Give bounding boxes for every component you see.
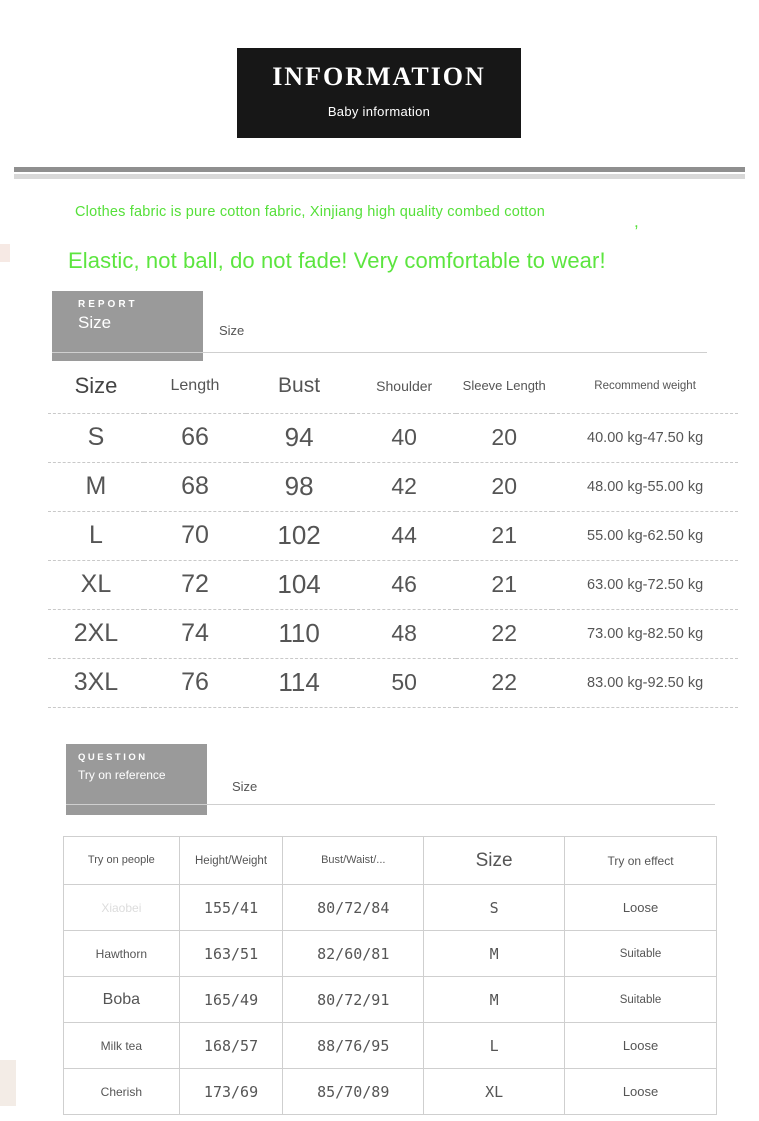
size-cell-weight: 83.00 kg-92.50 kg	[552, 659, 738, 708]
tryon-section-name: Try on reference	[78, 768, 166, 782]
size-cell-shoulder: 44	[352, 512, 456, 561]
size-cell-size: M	[48, 463, 144, 512]
tryon-cell-measurements: 80/72/84	[283, 885, 424, 931]
divider	[14, 167, 745, 179]
tryon-section-kicker: QUESTION	[78, 752, 148, 763]
table-row	[48, 414, 738, 463]
tryon-cell-size: L	[424, 1023, 565, 1069]
size-cell-size: 2XL	[48, 610, 144, 659]
table-row	[48, 610, 738, 659]
size-chart-header-bust: Bust	[278, 374, 321, 397]
tryon-cell-effect: Loose	[565, 1069, 717, 1115]
tryon-reference-table	[63, 836, 717, 1115]
size-cell-shoulder: 40	[352, 414, 456, 463]
table-row	[48, 659, 738, 708]
size-chart-header-shoulder: Shoulder	[376, 378, 433, 394]
divider-bar-dark	[14, 167, 745, 172]
size-cell-weight: 40.00 kg-47.50 kg	[552, 414, 738, 463]
size-cell-sleeve: 22	[456, 610, 552, 659]
table-row	[64, 885, 717, 931]
size-cell-sleeve: 21	[456, 561, 552, 610]
fabric-description-comma: ,	[634, 212, 639, 231]
size-chart-table	[48, 372, 738, 708]
tryon-cell-measurements: 80/72/91	[283, 977, 424, 1023]
size-cell-length: 70	[144, 512, 246, 561]
tryon-header-person: Try on people	[64, 837, 180, 885]
size-cell-bust: 94	[246, 414, 352, 463]
tryon-header-row	[64, 837, 717, 885]
size-section-rule	[52, 352, 707, 353]
size-cell-length: 74	[144, 610, 246, 659]
size-cell-weight: 48.00 kg-55.00 kg	[552, 463, 738, 512]
divider-bar-light	[14, 174, 745, 179]
tryon-section-caption: Size	[232, 779, 258, 794]
size-cell-bust: 104	[246, 561, 352, 610]
tryon-cell-measurements: 88/76/95	[283, 1023, 424, 1069]
tryon-cell-person: Xiaobei	[64, 885, 180, 931]
table-row	[64, 1069, 717, 1115]
tryon-cell-person: Hawthorn	[64, 931, 180, 977]
tryon-section-rule	[66, 804, 715, 805]
size-cell-bust: 102	[246, 512, 352, 561]
tryon-cell-size: M	[424, 931, 565, 977]
size-cell-bust: 98	[246, 463, 352, 512]
size-cell-shoulder: 42	[352, 463, 456, 512]
size-cell-weight: 63.00 kg-72.50 kg	[552, 561, 738, 610]
page-artifact-left-top	[0, 244, 10, 262]
tryon-cell-effect: Loose	[565, 1023, 717, 1069]
tryon-cell-height-weight: 155/41	[179, 885, 283, 931]
tryon-cell-measurements: 82/60/81	[283, 931, 424, 977]
page-artifact-left-bottom	[0, 1060, 16, 1106]
size-cell-sleeve: 21	[456, 512, 552, 561]
tryon-cell-size: XL	[424, 1069, 565, 1115]
size-cell-length: 76	[144, 659, 246, 708]
size-section-name: Size	[78, 313, 112, 332]
tryon-cell-person: Milk tea	[64, 1023, 180, 1069]
size-chart-header-length: Length	[170, 377, 220, 394]
size-cell-size: S	[48, 414, 144, 463]
tryon-cell-effect: Suitable	[565, 931, 717, 977]
size-cell-bust: 114	[246, 659, 352, 708]
tryon-cell-height-weight: 163/51	[179, 931, 283, 977]
tryon-cell-measurements: 85/70/89	[283, 1069, 424, 1115]
table-row	[64, 1023, 717, 1069]
tryon-header-measurements: Bust/Waist/...	[283, 837, 424, 885]
size-cell-size: XL	[48, 561, 144, 610]
banner-title: INFORMATION	[272, 62, 486, 91]
size-chart-header-row	[48, 372, 738, 414]
fabric-description: Clothes fabric is pure cotton fabric, Xinjiang high quality combed cotton	[75, 204, 545, 220]
size-chart-header-sleeve: Sleeve Length	[462, 377, 546, 393]
size-cell-weight: 55.00 kg-62.50 kg	[552, 512, 738, 561]
tryon-cell-size: M	[424, 977, 565, 1023]
tryon-cell-size: S	[424, 885, 565, 931]
table-row	[64, 931, 717, 977]
table-row	[48, 463, 738, 512]
size-cell-sleeve: 20	[456, 414, 552, 463]
size-cell-shoulder: 46	[352, 561, 456, 610]
size-section-tag	[52, 291, 203, 361]
comfort-description: Elastic, not ball, do not fade! Very comfortable to wear!	[68, 248, 606, 273]
tryon-header-effect: Try on effect	[565, 837, 717, 885]
size-cell-sleeve: 22	[456, 659, 552, 708]
tryon-cell-person: Cherish	[64, 1069, 180, 1115]
tryon-cell-height-weight: 173/69	[179, 1069, 283, 1115]
table-row	[48, 561, 738, 610]
table-row	[64, 977, 717, 1023]
tryon-cell-effect: Suitable	[565, 977, 717, 1023]
size-chart-header-size: Size	[74, 373, 118, 398]
size-section-kicker: REPORT	[78, 299, 138, 310]
tryon-cell-height-weight: 168/57	[179, 1023, 283, 1069]
size-chart-header-weight: Recommend weight	[594, 380, 696, 392]
size-section-caption: Size	[219, 323, 245, 338]
size-cell-size: 3XL	[48, 659, 144, 708]
table-row	[48, 512, 738, 561]
size-cell-weight: 73.00 kg-82.50 kg	[552, 610, 738, 659]
tryon-header-height-weight: Height/Weight	[179, 837, 283, 885]
size-cell-length: 72	[144, 561, 246, 610]
tryon-cell-effect: Loose	[565, 885, 717, 931]
banner-subtitle: Baby information	[327, 103, 431, 119]
tryon-cell-height-weight: 165/49	[179, 977, 283, 1023]
size-cell-length: 66	[144, 414, 246, 463]
size-cell-size: L	[48, 512, 144, 561]
size-cell-shoulder: 50	[352, 659, 456, 708]
size-cell-sleeve: 20	[456, 463, 552, 512]
information-banner	[237, 48, 521, 138]
size-cell-shoulder: 48	[352, 610, 456, 659]
size-cell-length: 68	[144, 463, 246, 512]
size-cell-bust: 110	[246, 610, 352, 659]
tryon-cell-person: Boba	[64, 977, 180, 1023]
tryon-header-size: Size	[424, 837, 565, 885]
